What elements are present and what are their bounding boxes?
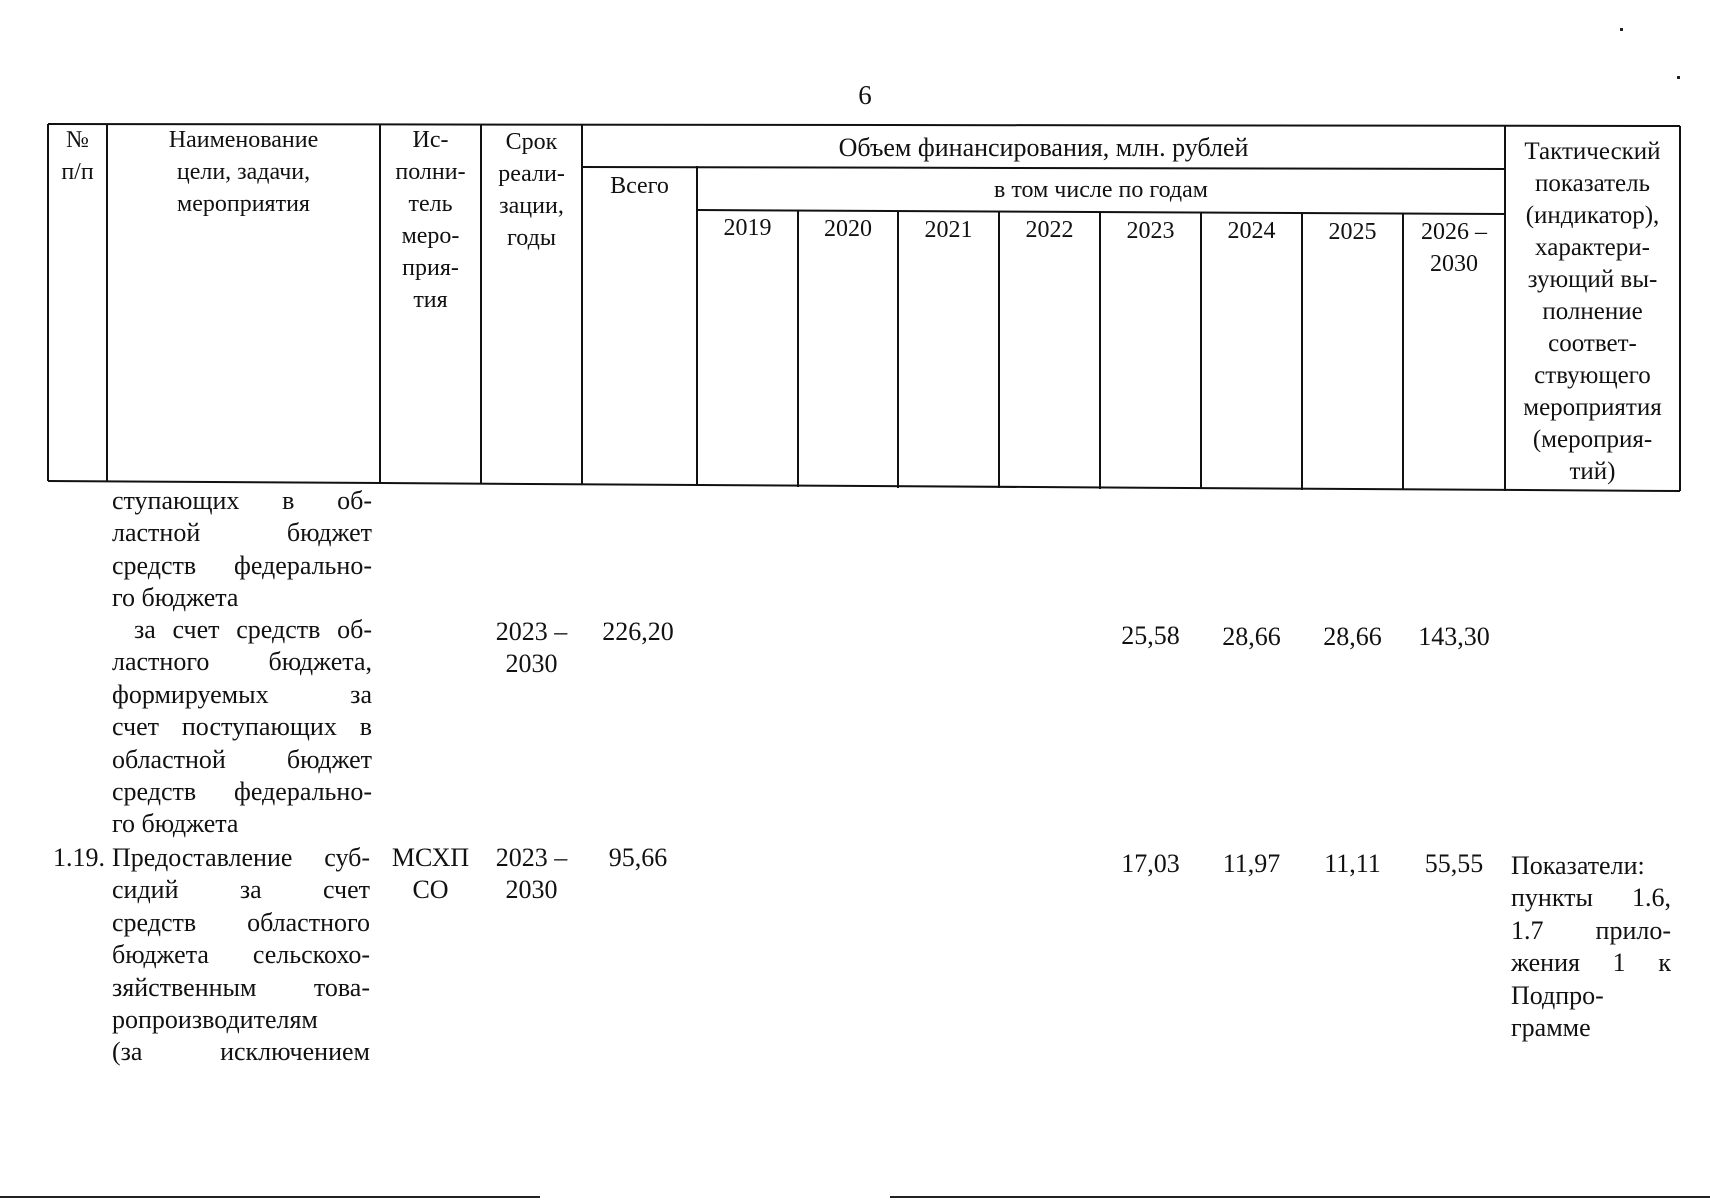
row-name-line: зяйственным това- [112,972,370,1002]
header-year-2021: 2021 [924,217,973,243]
header-year-line: 2026 – [1421,219,1487,245]
row-term-line: 2030 [505,875,558,904]
row-name-line: средств областного [112,907,370,937]
row-name-line: ропроизводителям [112,1005,318,1035]
scan-artifact-dot [1620,28,1623,31]
header-funding: Объем финансирования, млн. рублей [838,133,1249,162]
row-value-2025: 11,11 [1324,849,1381,878]
row-name-line: бюджета сельскохо- [112,940,370,970]
header-executor-line: тия [413,287,448,313]
row-name-continuation [112,485,372,615]
header-name-line: цели, задачи, [176,159,311,185]
row-name [112,614,372,841]
row-indicator-line: Подпро- [1511,980,1604,1010]
row-value-2023: 25,58 [1121,621,1180,650]
row-indicator-line: 1.7 прило- [1511,915,1671,945]
header-indicator-line: ствующего [1534,362,1651,389]
row-term-line: 2023 – [495,843,568,872]
scan-artifact-line [0,1196,540,1198]
row-term-line: 2030 [505,649,558,678]
header-indicator-line: характери- [1535,234,1650,261]
header-term-line: Срок [505,129,558,155]
header-executor-line: полни- [395,159,466,185]
header-indicator-line: зующий вы- [1527,266,1658,293]
header-year-2020: 2020 [824,216,872,242]
header-term-line: реали- [498,161,565,187]
header-name-line: Наименование [168,127,319,153]
header-executor-line: Ис- [412,127,449,153]
row-term [481,842,582,906]
row-executor [380,842,481,906]
header-term [481,126,582,254]
row-value-2024: 28,66 [1222,622,1281,651]
row-name-line: за счет средств об- [134,615,372,644]
page-number: 6 [858,80,872,110]
row-name-line: областной бюджет [112,744,372,774]
row-name-line: ступающих в об- [112,486,372,515]
row-name-line: Предоставление суб- [112,843,370,872]
header-term-line: годы [507,225,556,251]
row-value-2026-2030: 55,55 [1424,849,1484,878]
header-year-line: 2030 [1430,251,1478,277]
row-indicator-line: пункты 1.6, [1511,883,1671,913]
header-indicator-line: (мероприя- [1532,426,1653,453]
header-indicator-line: тий) [1569,458,1616,485]
scan-artifact-line [890,1196,1710,1198]
header-year-2024: 2024 [1227,218,1276,244]
row-executor-line: СО [412,875,449,904]
header-year-2022: 2022 [1025,217,1074,243]
header-by-years: в том числе по годам [994,177,1208,203]
row-name-line: ластного бюджета, [112,647,372,677]
header-executor-line: меро- [401,223,460,249]
header-name-line: мероприятия [177,191,310,217]
row-indicator-line: Показатели: [1511,851,1645,880]
row-name-line: средств федерально- [112,777,372,807]
row-value-2024: 11,97 [1222,849,1281,878]
header-total: Всего [610,173,669,199]
header-indicator [1505,136,1680,488]
header-year-2023: 2023 [1126,218,1175,244]
row-name-line: (за исключением [112,1037,370,1067]
header-year-2026-2030 [1403,216,1505,280]
row-value-2026-2030: 143,30 [1418,622,1490,651]
header-executor-line: тель [408,191,453,217]
row-term [481,616,582,680]
header-year-2019: 2019 [723,215,772,241]
header-num-line: № [66,127,89,153]
row-name [112,842,370,1069]
row-total: 95,66 [608,843,668,872]
header-indicator-line: (индикатор), [1525,202,1660,229]
header-executor-line: прия- [402,255,459,281]
header-executor [380,124,481,316]
row-indicator [1511,850,1671,1044]
header-term-line: зации, [499,193,564,219]
row-name-line: сидий за счет [112,875,370,905]
header-indicator-line: полнение [1542,298,1643,325]
row-executor-line: МСХП [391,843,470,872]
row-number: 1.19. [53,843,105,872]
row-name-line: средств федерально- [112,550,372,580]
row-indicator-line: грамме [1511,1013,1591,1043]
row-name-line: ластной бюджет [112,518,372,548]
row-name-line: го бюджета [112,809,239,839]
header-indicator-line: соответ- [1548,330,1637,357]
header-year-2025: 2025 [1328,219,1377,245]
row-name-line: го бюджета [112,583,239,613]
row-value-2023: 17,03 [1121,849,1180,878]
row-total: 226,20 [602,617,674,646]
row-name-line: формируемых за [112,679,372,709]
row-name-line: счет поступающих в [112,712,372,742]
header-indicator-line: показатель [1535,170,1650,197]
header-num-line: п/п [61,159,94,185]
header-name [107,124,380,220]
header-indicator-line: мероприятия [1523,394,1662,421]
scan-artifact-dot [1677,76,1680,79]
header-num [48,124,107,188]
row-indicator-line: жения 1 к [1511,948,1671,978]
row-value-2025: 28,66 [1323,622,1382,651]
header-indicator-line: Тактический [1524,138,1661,165]
row-term-line: 2023 – [495,617,568,646]
